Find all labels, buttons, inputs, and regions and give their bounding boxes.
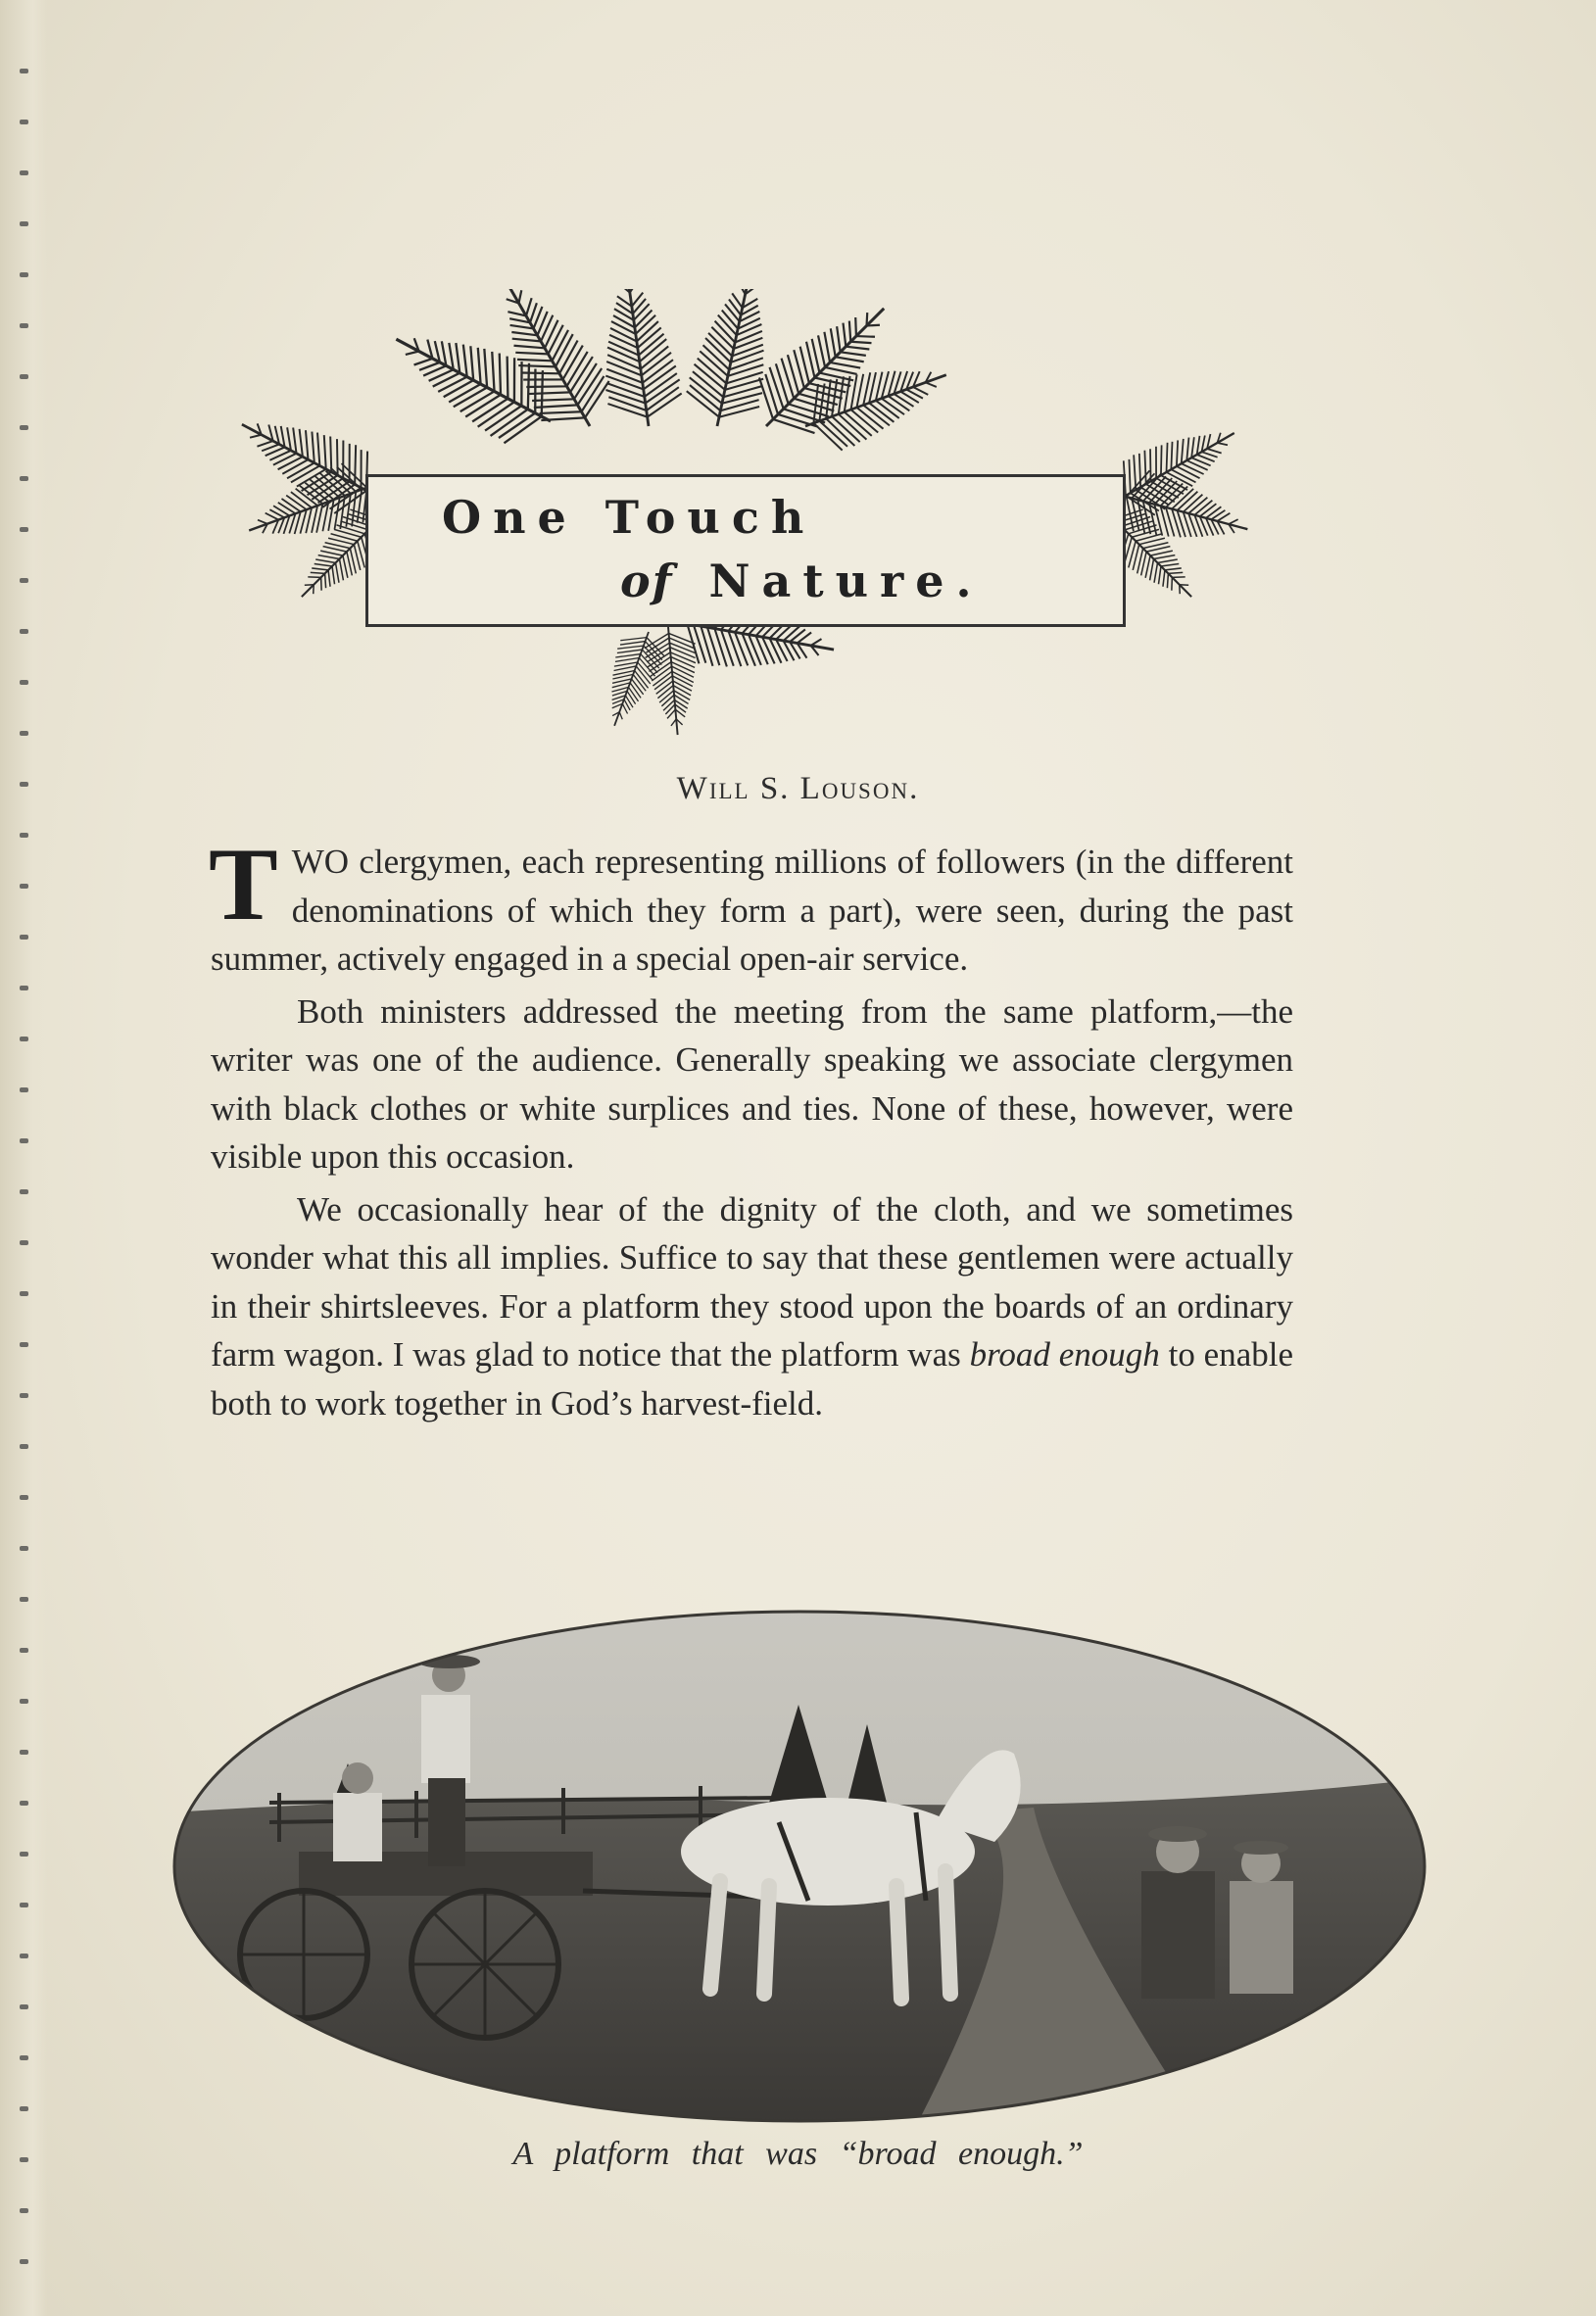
binding-hole [20, 2106, 28, 2111]
binding-hole [20, 1291, 28, 1296]
article-body [209, 827, 1293, 1427]
binding-hole [20, 1189, 28, 1194]
binding-hole [20, 425, 28, 430]
binding-hole [20, 374, 28, 379]
binding-hole [20, 833, 28, 838]
binding-hole [20, 2208, 28, 2213]
binding-hole [20, 1138, 28, 1143]
binding-hole [20, 2004, 28, 2009]
binding-hole [20, 323, 28, 328]
binding-hole [20, 1342, 28, 1347]
binding-hole [20, 1444, 28, 1449]
binding-hole [20, 476, 28, 481]
binding-hole [20, 731, 28, 736]
title-line-1: One Touch [442, 491, 816, 544]
binding-hole [20, 1750, 28, 1755]
binding-hole [20, 986, 28, 990]
binding-hole [20, 1801, 28, 1806]
binding-hole [20, 1495, 28, 1500]
oval-photograph [171, 1607, 1428, 2126]
binding-hole [20, 2259, 28, 2264]
photo-caption: A platform that was “broad enough.” [512, 2136, 1084, 2172]
binding-hole [20, 1240, 28, 1245]
paragraph-1-caps: WO [291, 843, 350, 881]
paragraph-3-end: to enable both to work together in God’s harvest-field. [211, 1335, 1293, 1423]
binding-hole [20, 578, 28, 583]
binding-hole [20, 221, 28, 226]
paragraph-3-text: We occasionally hear of the dignity of the cloth, and we sometimes wonder what this all implies. Suffice to say that these gentlemen were actually in their shirtsleeves. For a platform they stood upon the boards of an ordinary farm wagon. I was glad to notice that the platform was [211, 1189, 1293, 1374]
binding-hole [20, 884, 28, 889]
paragraph-1 [209, 827, 1293, 984]
binding-hole [20, 1699, 28, 1704]
binding-hole [20, 1648, 28, 1653]
drop-cap: T [209, 827, 278, 941]
binding-hole [20, 1852, 28, 1857]
binding-hole [20, 1393, 28, 1398]
paragraph-1-text: clergymen, each representing millions of followers (in the different denominations of which they form a part), were seen, during the past summer, actively engaged in a special open-air service. [211, 843, 1293, 978]
title-box [365, 474, 1126, 627]
binding-hole [20, 1037, 28, 1041]
binding-hole [20, 527, 28, 532]
binding-hole [20, 1546, 28, 1551]
binding-hole [20, 1597, 28, 1602]
binding-hole [20, 1954, 28, 1958]
binding-hole [20, 120, 28, 124]
binding-hole [20, 272, 28, 277]
binding-hole [20, 629, 28, 634]
paragraph-3-italic: broad enough [969, 1335, 1160, 1374]
page-binding-edge [0, 0, 47, 2316]
binding-hole [20, 170, 28, 175]
paragraph-2: Both ministers addressed the meeting from the same platform,—the writer was one of the audience. Generally speaking we associate clergymen with black clothes or white surplices and ties. None of these, however, were visible upon this occasion. [211, 991, 1293, 1176]
paragraph-3 [211, 1185, 1293, 1428]
binding-hole [20, 935, 28, 940]
title-of-word: of [620, 555, 674, 607]
title-nature-word: Nature. [708, 555, 984, 607]
author-byline: Will S. Louson. [676, 771, 920, 806]
binding-hole [20, 680, 28, 685]
binding-hole [20, 1903, 28, 1907]
title-line-2 [620, 555, 984, 607]
binding-hole [20, 2055, 28, 2060]
binding-hole [20, 69, 28, 73]
binding-hole [20, 1087, 28, 1092]
